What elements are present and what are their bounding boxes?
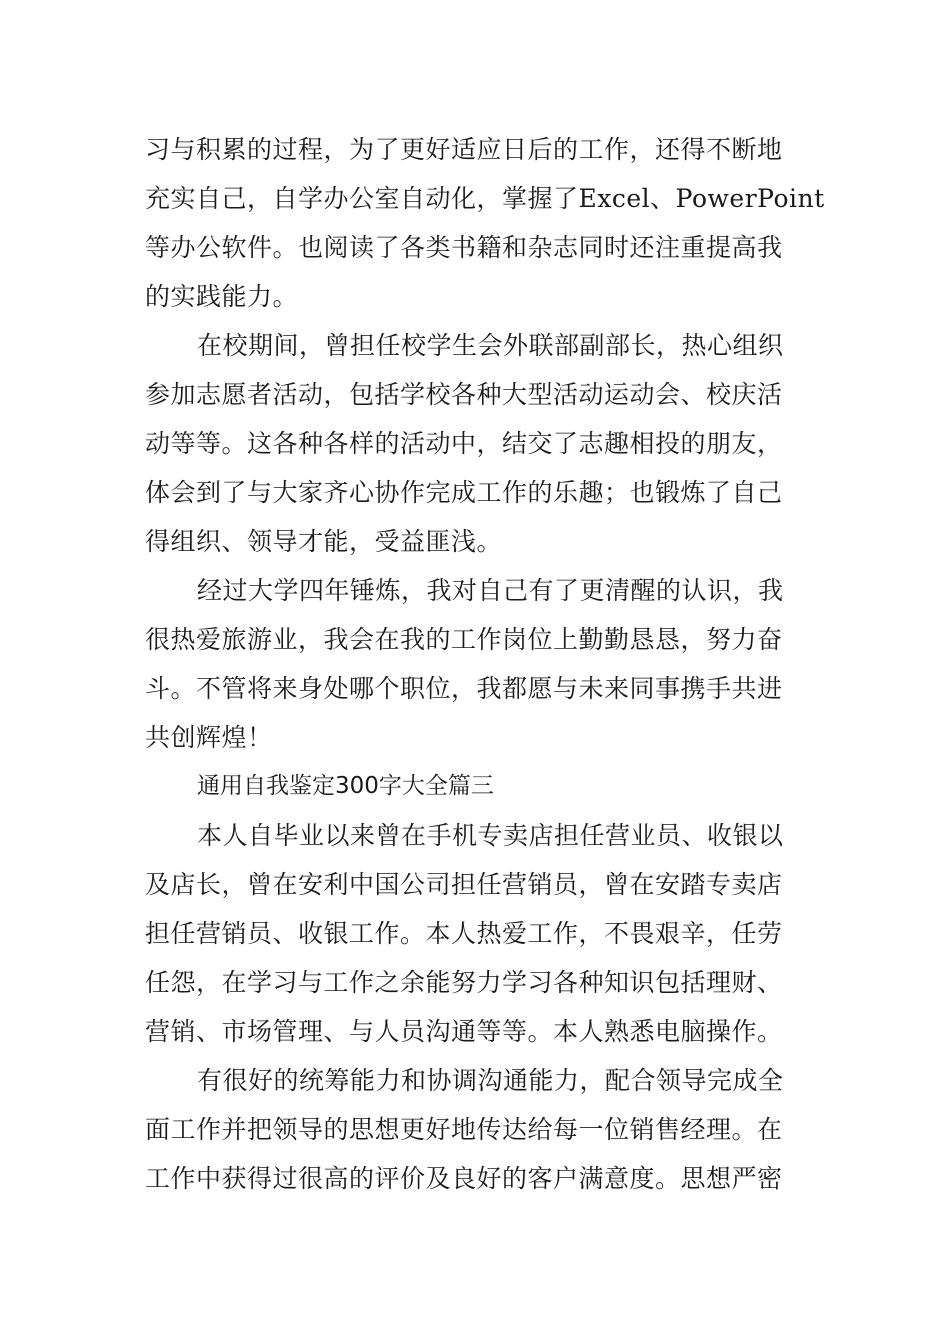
- section-heading: [145, 762, 810, 811]
- text-line: 担任营销员、收银工作。本人热爱工作，不畏艰辛，任劳: [145, 919, 783, 948]
- text-line: 的实践能力。: [145, 282, 299, 311]
- text-line: 充实自己，自学办公室自动化，掌握了Excel、PowerPoint: [145, 184, 825, 213]
- text-line: 工作中获得过很高的评价及良好的客户满意度。思想严密: [145, 1164, 783, 1193]
- text-line: 在校期间，曾担任校学生会外联部副部长，热心组织: [197, 331, 784, 360]
- text-line: 及店长，曾在安利中国公司担任营销员，曾在安踏专卖店: [145, 870, 783, 899]
- text-line: 等办公软件。也阅读了各类书籍和杂志同时还注重提高我: [145, 233, 783, 262]
- paragraph: [145, 566, 810, 762]
- text-line: 习与积累的过程，为了更好适应日后的工作，还得不断地: [145, 135, 783, 164]
- text-line: 斗。不管将来身处哪个职位，我都愿与未来同事携手共进: [145, 674, 783, 703]
- text-line: 参加志愿者活动，包括学校各种大型活动运动会、校庆活: [145, 380, 783, 409]
- text-line: 动等等。这各种各样的活动中，结交了志趣相投的朋友，: [145, 429, 783, 458]
- text-line: 面工作并把领导的思想更好地传达给每一位销售经理。在: [145, 1115, 783, 1144]
- paragraph: [145, 125, 825, 321]
- text-line: 得组织、领导才能，受益匪浅。: [145, 527, 503, 556]
- text-line: 经过大学四年锤炼，我对自己有了更清醒的认识，我: [197, 576, 784, 605]
- paragraph: [145, 1056, 810, 1203]
- text-line: 营销、市场管理、与人员沟通等等。本人熟悉电脑操作。: [145, 1017, 783, 1046]
- text-line: 本人自毕业以来曾在手机专卖店担任营业员、收银以: [197, 821, 784, 850]
- text-line: 共创辉煌！: [145, 723, 273, 752]
- text-line: 很热爱旅游业，我会在我的工作岗位上勤勤恳恳，努力奋: [145, 625, 783, 654]
- document-body: [145, 125, 825, 1203]
- heading-text: 通用自我鉴定300字大全篇三: [197, 773, 494, 799]
- text-line: 体会到了与大家齐心协作完成工作的乐趣；也锻炼了自己: [145, 478, 783, 507]
- text-line: 有很好的统筹能力和协调沟通能力，配合领导完成全: [197, 1066, 784, 1095]
- paragraph: [145, 321, 810, 566]
- paragraph: [145, 811, 810, 1056]
- text-line: 任怨，在学习与工作之余能努力学习各种知识包括理财、: [145, 968, 783, 997]
